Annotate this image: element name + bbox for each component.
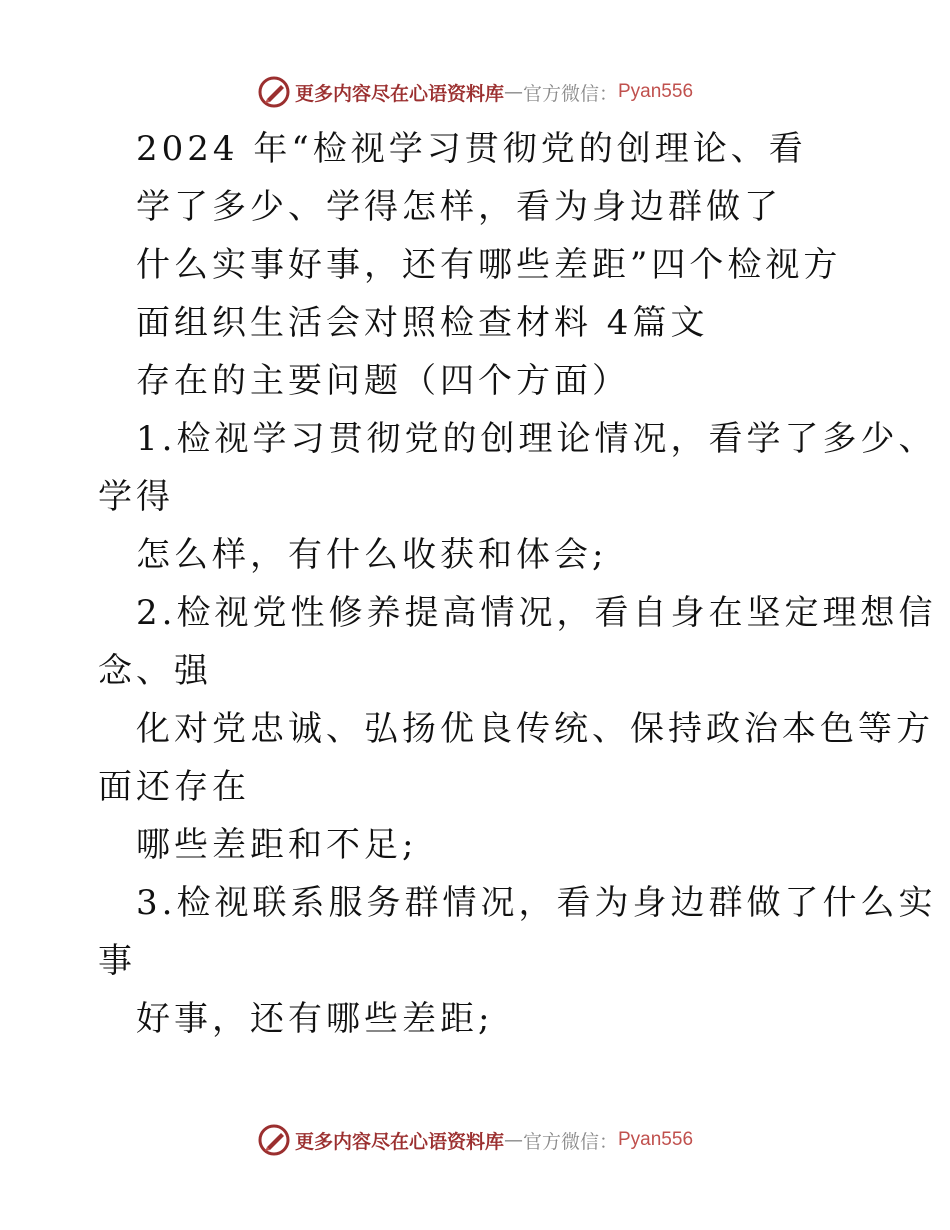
pen-logo-icon (257, 1123, 291, 1157)
watermark-wechat-id: Pyan556 (618, 1129, 694, 1150)
watermark-site-text: 更多内容尽在心语资料库 (294, 82, 504, 105)
item-1-line: 1.检视学习贯彻党的创理论情况，看学了多少、 (136, 419, 937, 459)
item-2-line: 化对党忠诚、弘扬优良传统、保持政治本色等方 (136, 709, 934, 749)
item-3-line: 3.检视联系服务群情况，看为身边群做了什么实 (136, 883, 937, 923)
watermark-site-text: 更多内容尽在心语资料库 (294, 1130, 504, 1153)
section-heading: 存在的主要问题（四个方面） (136, 361, 630, 401)
watermark-wechat-label: 官方微信： (522, 82, 618, 105)
title-line: 学了多少、学得怎样，看为身边群做了 (136, 187, 782, 227)
header-watermark (0, 72, 950, 112)
item-3-line: 好事，还有哪些差距; (136, 999, 494, 1039)
pen-logo-icon (257, 75, 291, 109)
watermark-wechat-label: 官方微信： (522, 1130, 618, 1153)
item-1-line: 怎么样，有什么收获和体会; (136, 535, 608, 575)
item-2-line: 念、强 (98, 651, 212, 691)
item-2-line: 面还存在 (98, 767, 250, 807)
watermark-separator: — (503, 1129, 523, 1151)
footer-watermark (0, 1120, 950, 1160)
title-line: 什么实事好事，还有哪些差距”四个检视方 (136, 245, 842, 285)
title-line: 2024 年“检视学习贯彻党的创理论、看 (136, 129, 807, 169)
item-2-line: 2.检视党性修养提高情况，看自身在坚定理想信 (136, 593, 937, 633)
item-3-line: 事 (98, 941, 136, 981)
watermark-wechat-id: Pyan556 (618, 81, 694, 102)
watermark-separator: — (503, 81, 523, 103)
item-2-line: 哪些差距和不足; (136, 825, 418, 865)
title-line: 面组织生活会对照检查材料 4篇文 (136, 303, 709, 343)
document-body (0, 120, 950, 1048)
item-1-line: 学得 (98, 477, 174, 517)
